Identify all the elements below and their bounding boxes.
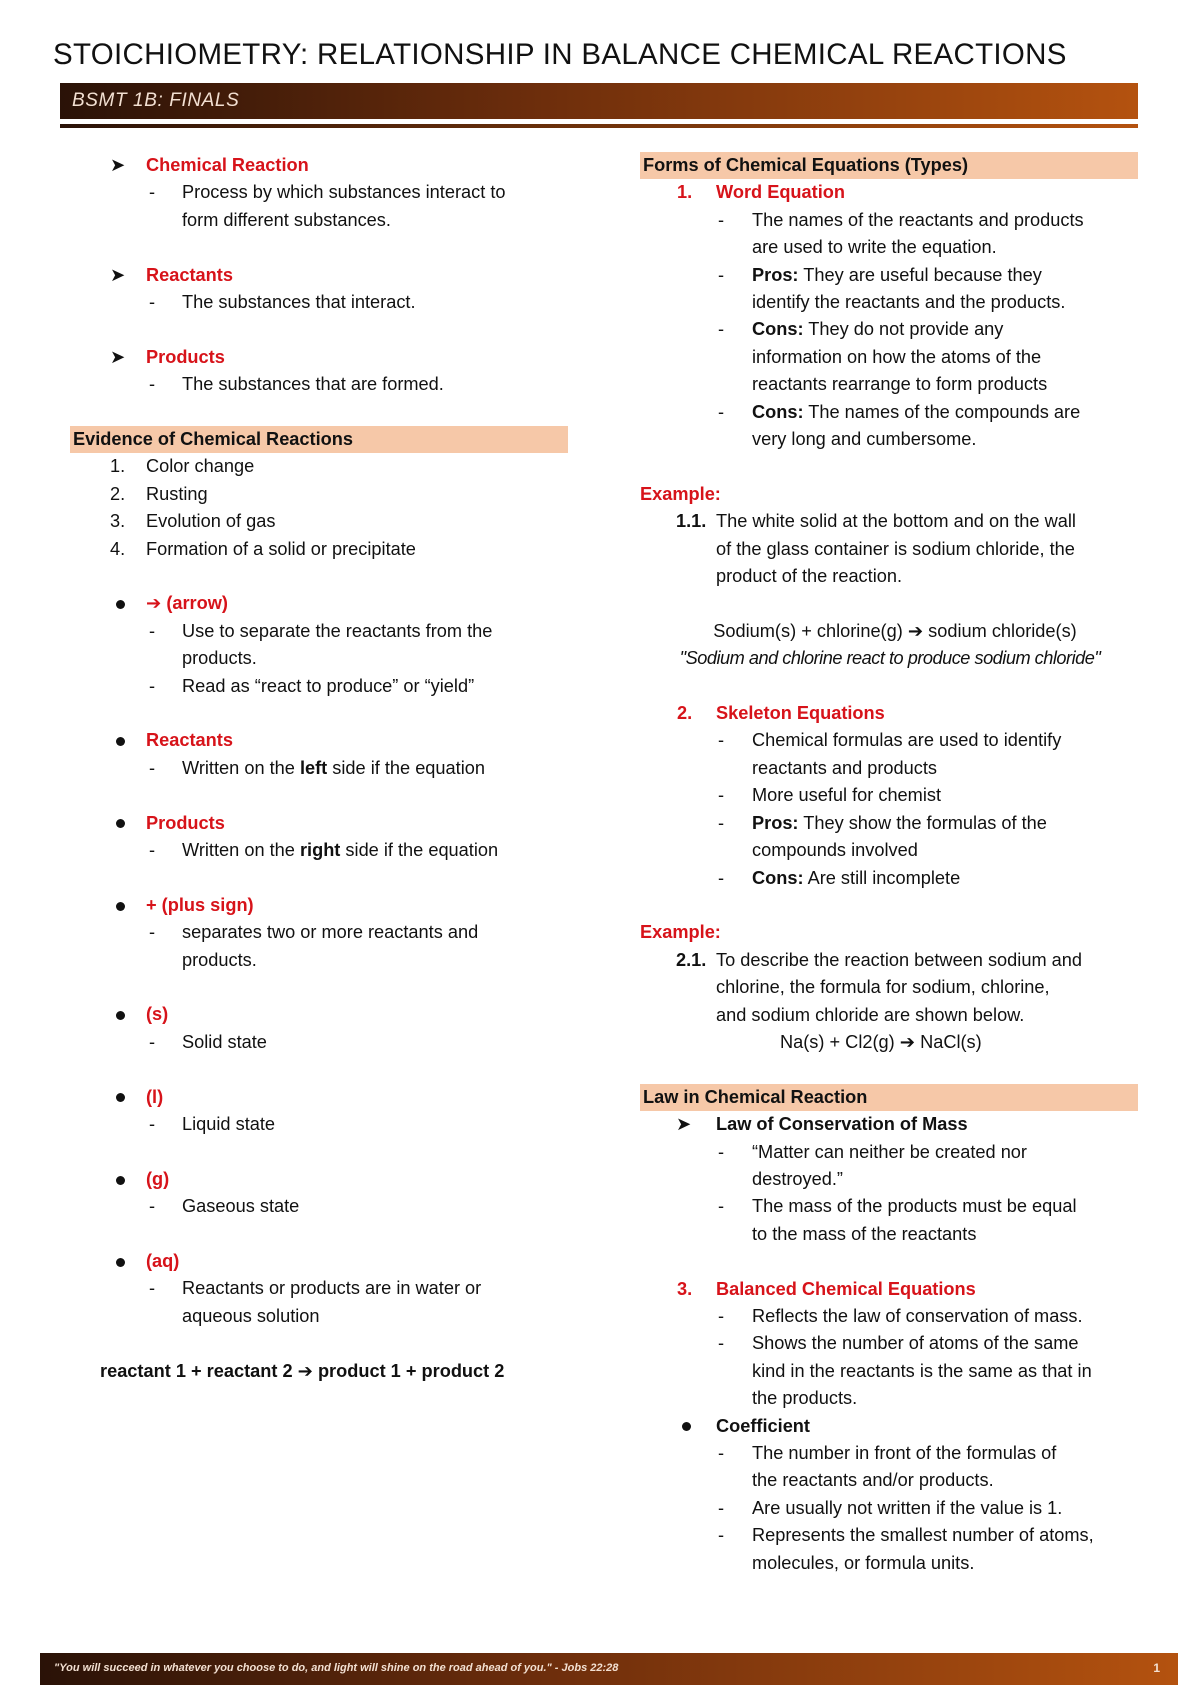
example-label: Example: <box>640 483 721 504</box>
definition-line: - Cons: The names of the compounds are <box>718 401 1081 422</box>
term-label: Reactants <box>146 264 233 285</box>
numbered-heading: 2. Skeleton Equations <box>677 703 885 724</box>
term-liquid <box>70 1084 570 1111</box>
term-label: (aq) <box>146 1251 180 1272</box>
subtitle: BSMT 1B: FINALS <box>72 90 240 111</box>
term-label: + (plus sign) <box>146 894 254 915</box>
definition-line: reactants and products <box>752 757 938 778</box>
definition-line: - Are usually not written if the value is 1. <box>718 1497 1063 1518</box>
term-solid <box>70 1001 570 1028</box>
term-aqueous <box>70 1248 570 1275</box>
subtitle-band <box>60 83 1138 119</box>
dot-bullet-icon <box>116 600 125 609</box>
definition-line: aqueous solution <box>182 1305 320 1326</box>
definition-line: - The mass of the products must be equal <box>718 1196 1077 1217</box>
dot-bullet-icon <box>116 737 125 746</box>
definition-line: - Read as “react to produce” or “yield” <box>149 675 475 696</box>
word-equation: Sodium(s) + chlorine(g) ➔ sodium chloride(s) <box>713 620 1077 641</box>
dot-bullet-icon <box>116 1093 125 1102</box>
section-heading-law: Law in Chemical Reaction <box>640 1084 1138 1111</box>
arrowhead-bullet-icon: ➤ <box>110 264 126 285</box>
dot-bullet-icon <box>116 819 125 828</box>
definition-line: - “Matter can neither be created nor <box>718 1141 1027 1162</box>
definition-line: information on how the atoms of the <box>752 346 1042 367</box>
example-text: and sodium chloride are shown below. <box>716 1004 1025 1025</box>
definition-line: - Shows the number of atoms of the same <box>718 1333 1079 1354</box>
term-arrow <box>70 590 570 617</box>
definition-line: - Process by which substances interact to <box>149 182 506 203</box>
section-heading-evidence: Evidence of Chemical Reactions <box>70 426 568 453</box>
right-arrow-icon: ➔ <box>899 1031 916 1052</box>
list-item: 4. Formation of a solid or precipitate <box>110 538 416 559</box>
term-label: Reactants <box>146 730 233 751</box>
left-column <box>70 152 570 1385</box>
term-label: (arrow) <box>166 593 228 614</box>
arrowhead-bullet-icon: ➤ <box>110 346 126 367</box>
definition-line: - Represents the smallest number of atoms, <box>718 1525 1094 1546</box>
numbered-heading: 1. Word Equation <box>677 182 845 203</box>
term-label: Products <box>146 346 225 367</box>
general-equation: reactant 1 + reactant 2 ➔ product 1 + product 2 <box>100 1360 505 1381</box>
definition-line: - Chemical formulas are used to identify <box>718 730 1062 751</box>
footer-band <box>40 1653 1178 1685</box>
definition-line: identify the reactants and the products. <box>752 292 1066 313</box>
term-label: Products <box>146 812 225 833</box>
term-label: Chemical Reaction <box>146 155 309 175</box>
dot-bullet-icon <box>116 902 125 911</box>
right-arrow-icon: ➔ <box>297 1360 313 1381</box>
example-text: of the glass container is sodium chloride, the <box>716 538 1075 559</box>
definition-line: - separates two or more reactants and <box>149 922 479 943</box>
definition-line: the reactants and/or products. <box>752 1470 994 1491</box>
right-arrow-icon: ➔ <box>146 593 162 614</box>
right-arrow-icon: ➔ <box>907 620 924 641</box>
example-label: Example: <box>640 922 721 943</box>
section-heading-forms: Forms of Chemical Equations (Types) <box>640 152 1138 179</box>
term-label: (g) <box>146 1168 170 1189</box>
definition-line: products. <box>182 949 257 970</box>
arrowhead-bullet-icon: ➤ <box>110 155 126 175</box>
definition-line: products. <box>182 648 257 669</box>
definition-line: are used to write the equation. <box>752 237 997 258</box>
definition-line: - The number in front of the formulas of <box>718 1443 1057 1463</box>
term-gas <box>70 1166 570 1193</box>
footer-quote: "You will succeed in whatever you choose to do, and light will shine on the road ahead of you." - Jobs 22:28 <box>54 1662 619 1674</box>
definition-line: - The names of the reactants and products <box>718 209 1084 230</box>
term-label: (l) <box>146 1086 164 1107</box>
definition-line: very long and cumbersome. <box>752 429 977 450</box>
coefficient-item: Coefficient <box>640 1413 1140 1440</box>
definition-line: - Written on the left side if the equation <box>149 757 485 778</box>
term-products-side <box>70 810 570 837</box>
list-item: 3. Evolution of gas <box>110 511 276 532</box>
definition-line: - Reactants or products are in water or <box>149 1278 482 1299</box>
dot-bullet-icon <box>116 1258 125 1267</box>
definition-line: destroyed.” <box>752 1168 843 1189</box>
dot-bullet-icon <box>116 1011 125 1020</box>
definition-line: - More useful for chemist <box>718 785 942 806</box>
definition-line: - Written on the right side if the equation <box>149 840 499 861</box>
list-item: 2. Rusting <box>110 483 208 504</box>
header-rule <box>60 124 1138 128</box>
term-products <box>70 344 570 371</box>
dot-bullet-icon <box>682 1422 691 1431</box>
definition-line: to the mass of the reactants <box>752 1223 977 1244</box>
example-text: 2.1. To describe the reaction between sodium and <box>676 949 1082 970</box>
example-text: chlorine, the formula for sodium, chlorine, <box>716 977 1050 998</box>
definition-line: - Reflects the law of conservation of mass. <box>718 1305 1083 1326</box>
term-chemical-reaction <box>70 152 570 179</box>
definition-line: - The substances that are formed. <box>149 374 444 395</box>
definition-line: - Solid state <box>149 1031 267 1052</box>
definition-line: - Gaseous state <box>149 1196 300 1217</box>
example-text: product of the reaction. <box>716 566 903 587</box>
page-number: 1 <box>1153 1661 1160 1675</box>
definition-line: the products. <box>752 1388 858 1409</box>
definition-line: - The substances that interact. <box>149 292 416 313</box>
definition-line: - Cons: They do not provide any <box>718 319 1004 340</box>
equation-quote: "Sodium and chlorine react to produce sodium chloride" <box>679 648 1101 669</box>
page-title: STOICHIOMETRY: RELATIONSHIP IN BALANCE CHEMICAL REACTIONS <box>53 38 1067 71</box>
definition-line: - Cons: Are still incomplete <box>718 867 961 888</box>
law-item: ➤ Law of Conservation of Mass <box>640 1111 1140 1138</box>
definition-line: form different substances. <box>182 209 391 230</box>
formula-equation: Na(s) + Cl2(g) ➔ NaCl(s) <box>780 1031 982 1052</box>
term-plus-sign <box>70 892 570 919</box>
definition-line: - Pros: They show the formulas of the <box>718 812 1047 833</box>
right-column <box>640 152 1140 1577</box>
definition-line: - Pros: They are useful because they <box>718 264 1042 285</box>
term-label: (s) <box>146 1004 169 1025</box>
example-text: 1.1. The white solid at the bottom and on the wall <box>676 511 1076 532</box>
definition-line: molecules, or formula units. <box>752 1552 975 1573</box>
definition-line: kind in the reactants is the same as that in <box>752 1360 1092 1381</box>
dot-bullet-icon <box>116 1176 125 1185</box>
numbered-heading: 3. Balanced Chemical Equations <box>677 1278 976 1299</box>
arrowhead-bullet-icon: ➤ <box>676 1114 692 1135</box>
definition-line: compounds involved <box>752 840 918 861</box>
term-reactants <box>70 262 570 289</box>
term-reactants-side <box>70 727 570 754</box>
definition-line: - Use to separate the reactants from the <box>149 620 493 641</box>
definition-line: - Liquid state <box>149 1114 276 1135</box>
definition-line: reactants rearrange to form products <box>752 374 1048 395</box>
list-item: 1. Color change <box>110 456 255 477</box>
